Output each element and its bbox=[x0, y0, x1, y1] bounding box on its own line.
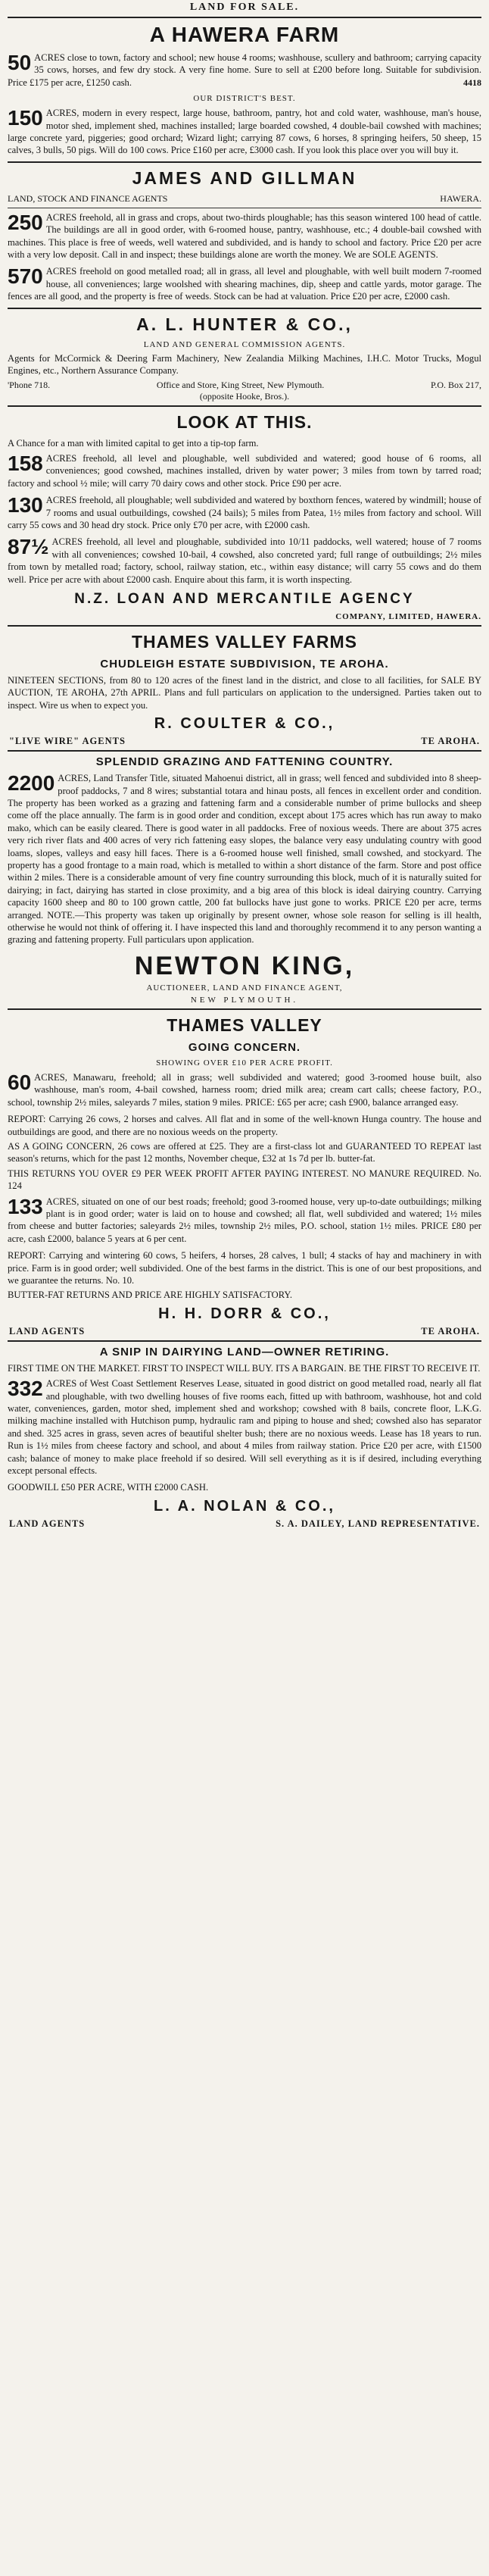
james-farm-250 bbox=[8, 211, 481, 261]
thames1-sub: CHUDLEIGH ESTATE SUBDIVISION, TE AROHA. bbox=[100, 657, 389, 671]
acres-number: 60 bbox=[8, 1070, 32, 1094]
divider bbox=[8, 1340, 481, 1342]
listing-ref: No. 124 bbox=[8, 1168, 481, 1192]
acres-number: 130 bbox=[8, 493, 43, 517]
snip-heading: A SNIP IN DAIRYING LAND—OWNER RETIRING. bbox=[99, 1345, 390, 1358]
snip-dairying-ad bbox=[8, 1345, 481, 1530]
listing-text: ACRES freehold, all level and ploughable, subdivided into 10/11 paddocks, well watered; house of 7 rooms with all conveniences; cowshed 10-bail, 4 cowshed, also concreted yard; full range of outbuildings; 2½ miles from town by metalled road; factory, school, railway station, etc., within easy distance; will carry 55 cows and do them well. Price per acre with about £2000 cash. Enquire about this farm, it is worth inspecting. bbox=[8, 536, 481, 585]
dorr-agents-row bbox=[9, 1326, 480, 1337]
hawera-farm-ad bbox=[8, 23, 481, 157]
thames-valley-going-concern-ad bbox=[8, 1014, 481, 1337]
newspaper-page bbox=[8, 0, 481, 1530]
coulter-agents: "LIVE WIRE" AGENTS bbox=[9, 736, 126, 747]
splendid-grazing-ad bbox=[8, 755, 481, 1005]
hunter-agents: Agents for McCormick & Deering Farm Machinery, New Zealandia Milking Machines, I.H.C. Motor Trucks, Mogul Engines, etc., Northern Assurance Company. bbox=[8, 352, 481, 377]
thames2-farm1-concern: AS A GOING CONCERN, 26 cows are offered at £25. They are a first-class lot and GUARANTEED TO REPEAT last season's returns, which for the past 12 months, November cheque, £32 at 1s 7d per lb. butter-fat. bbox=[8, 1140, 481, 1165]
coulter-agents-row bbox=[9, 736, 480, 747]
thames-valley-farms-ad bbox=[8, 631, 481, 747]
look-at-this-ad bbox=[8, 411, 481, 622]
lookat-intro: A Chance for a man with limited capital to get into a tip-top farm. bbox=[8, 437, 259, 449]
thames1-heading: THAMES VALLEY FARMS bbox=[132, 631, 357, 652]
listing-text: ACRES freehold, all level and ploughable, well subdivided and watered; good house of 6 rooms, all conveniences; good cowshed, machines installed, driven by water power; 3 miles from town by tarred road; factory and school ½ mile; will carry 70 dairy cows and other stock. Price £90 per acre. bbox=[8, 452, 481, 489]
divider bbox=[8, 625, 481, 627]
hawera-farm-150 bbox=[8, 107, 481, 157]
james-subline bbox=[8, 193, 481, 205]
divider bbox=[8, 1008, 481, 1010]
acres-number: 87½ bbox=[8, 535, 49, 559]
coulter-firm: R. COULTER & CO., bbox=[154, 715, 335, 733]
snip-goodwill: GOODWILL £50 PER ACRE, WITH £2000 CASH. bbox=[8, 1482, 209, 1493]
acres-number: 570 bbox=[8, 264, 43, 289]
listing-text: ACRES freehold, all in grass and crops, about two-thirds ploughable; has this season wintered 100 head of cattle. The buildings are all in good order, with 6-roomed house, pantry, washhouse, etc.; 4 double-bail cowshed with machines. This place is free of weeds, well watered and subdivided, and is handy to school and factory. Price £20 per acre with a very low deposit. Call in and inspect; these buildings alone are worth the money. We are SOLE AGENTS. bbox=[8, 211, 481, 261]
acres-number: 250 bbox=[8, 210, 43, 234]
hunter-box: P.O. Box 217, bbox=[430, 379, 481, 390]
thames1-text: NINETEEN SECTIONS, from 80 to 120 acres of the finest land in the district, and close to all facilities, for SALE BY AUCTION, TE AROHA, 27th APRIL. Plans and full particulars on application to the undersigned. Parties taken out to inspect. Wire us when to expect you. bbox=[8, 674, 481, 711]
lookat-heading: LOOK AT THIS. bbox=[176, 411, 313, 432]
hunter-opposite-row bbox=[8, 391, 481, 402]
section-title: LAND FOR SALE. bbox=[189, 2, 300, 13]
thames2-farm2-report bbox=[8, 1249, 481, 1286]
hunter-phone: 'Phone 718. bbox=[8, 379, 51, 390]
divider bbox=[8, 750, 481, 752]
thames2-farm-60 bbox=[8, 1071, 481, 1108]
acres-number: 332 bbox=[8, 1377, 43, 1401]
divider bbox=[8, 405, 481, 407]
hawera-farm-50 bbox=[8, 52, 481, 89]
snip-farm-332 bbox=[8, 1377, 481, 1477]
newton-desc: AUCTIONEER, LAND AND FINANCE AGENT, bbox=[146, 983, 343, 993]
thames2-farm1-returns bbox=[8, 1168, 481, 1193]
listing-text: ACRES close to town, factory and school; new house 4 rooms; washhouse, scullery and bathroom; carrying capacity 35 cows, horses, and few dry stock. A very fine home. Sure to sell at £200 before long. Suitable for subdivision. Price £175 per acre, £1250 cash. bbox=[8, 52, 481, 88]
district-best: OUR DISTRICT'S BEST. bbox=[193, 94, 296, 104]
james-farm-570 bbox=[8, 265, 481, 302]
listing-ref: No. 10. bbox=[105, 1274, 135, 1286]
dorr-firm: H. H. DORR & CO., bbox=[158, 1305, 331, 1322]
hunter-desc: LAND AND GENERAL COMMISSION AGENTS. bbox=[143, 339, 346, 349]
returns-text: THIS RETURNS YOU OVER £9 PER WEEK PROFIT AFTER PAYING INTEREST. NO MANURE REQUIRED. bbox=[8, 1168, 465, 1179]
listing-text: ACRES, Land Transfer Title, situated Mahoenui district, all in grass; well fenced and subdivided into 8 sheep-proof paddocks, 7 and 8 wires; substantial totara and hinau posts, all fences in excellent order and condition. The property has been worked as a grazing and fattening farm and a considerable number of prime bullocks and sheep come off the place annually. The farm is in good order and condition, except about 175 acres which has run away to mako mako, which can be easily cleared. There is good water in all paddocks. Free of noxious weeds. There are about 375 acres very rich river flats and 400 acres of very rich fattening easy slopes, the balance very easy undulating country with good loams, slopes, valleys and easy hill faces. There is a 6-roomed house well finished, small cowshed, and stockyard. The property has a good frontage to a main road, which is metalled to within a short distance of the farm. Store and post office within 2 miles. There is a considerable amount of very fine country surrounding this block, much of it is naturally suited for dairying; in fact, dairying has started in close proximity, and a big area of this block is ideal dairying country. Carrying capacity 1600 sheep and 80 to 100 grown cattle, 200 fat bullocks have just gone to works. PRICE £20 per acre, terms arranged. NOTE.—This property was taken up originally by present owner, whose sole reason for selling is ill health, otherwise he would not think of offering it. I have inspected this land and thoroughly recommend it to any person wanting a grazing and fattening property. Full particulars upon application. bbox=[8, 773, 481, 946]
nzloan-firm: N.Z. LOAN AND MERCANTILE AGENCY bbox=[74, 590, 415, 607]
thames2-profit: SHOWING OVER £10 PER ACRE PROFIT. bbox=[156, 1058, 333, 1068]
acres-number: 158 bbox=[8, 451, 43, 475]
listing-text: ACRES, Manawaru, freehold; all in grass; well subdivided and watered; good 3-roomed house built, also washhouse, man's room, 4-bail cowshed, harness room; dried milk area; cream cart calls; cheese factory, P.O., school, township 2½ miles, saleyards 7 miles, station 9 miles. PRICE: £65 per acre; cash £900, balance arranged easy. bbox=[8, 1071, 481, 1108]
hunter-firm: A. L. HUNTER & CO., bbox=[136, 314, 353, 334]
nzloan-desc: COMPANY, LIMITED, HAWERA. bbox=[335, 611, 481, 621]
splendid-farm-2200 bbox=[8, 772, 481, 946]
james-desc: LAND, STOCK AND FINANCE AGENTS bbox=[8, 192, 168, 204]
dorr-agents: LAND AGENTS bbox=[9, 1325, 86, 1336]
acres-number: 133 bbox=[8, 1194, 43, 1218]
acres-number: 150 bbox=[8, 106, 43, 130]
james-place: HAWERA. bbox=[440, 192, 481, 204]
lookat-farm-158 bbox=[8, 452, 481, 489]
splendid-heading: SPLENDID GRAZING AND FATTENING COUNTRY. bbox=[95, 755, 394, 769]
thames2-heading: THAMES VALLEY bbox=[167, 1014, 322, 1035]
acres-number: 2200 bbox=[8, 771, 55, 796]
listing-text: ACRES freehold on good metalled road; all in grass, all level and ploughable, with well built modern 7-roomed house, all conveniences; large woolshed with shearing machines, dip, sheep and cattle yards, motor garage. The fences are all good, and the property is free of weeds. Stock can be had at valuation. Price £20 per acre, £2000 cash. bbox=[8, 266, 481, 302]
james-firm: JAMES AND GILLMAN bbox=[132, 167, 357, 188]
dorr-town: TE AROHA. bbox=[421, 1325, 480, 1336]
newton-firm: NEWTON KING, bbox=[134, 951, 355, 980]
nolan-rep: S. A. DAILEY, LAND REPRESENTATIVE. bbox=[276, 1518, 480, 1529]
hunter-ad bbox=[8, 314, 481, 402]
acres-number: 50 bbox=[8, 51, 32, 74]
listing-text: ACRES, situated on one of our best roads; freehold; good 3-roomed house, very up-to-date outbuildings; milking plant is in good order; water is laid on to house and cowshed; all flat, well subdivided and watered; 1½ miles from cheese and butter factories; saleyards 2½ miles, township 2½ miles, P.O. school, station 1½ miles. PRICE £80 per acre, cash £2000, balance 5 years at 6 per cent. bbox=[8, 1196, 481, 1244]
divider bbox=[8, 308, 481, 309]
thames2-farm-133 bbox=[8, 1196, 481, 1246]
divider bbox=[8, 161, 481, 163]
hunter-opposite: (opposite Hooke, Bros.). bbox=[199, 390, 290, 402]
hawera-heading: A HAWERA FARM bbox=[149, 23, 340, 46]
lookat-farm-130 bbox=[8, 494, 481, 531]
report-text: REPORT: Carrying and wintering 60 cows, 5 heifers, 4 horses, 28 calves, 1 bull; 4 stacks of hay and machinery in with price. Farm is in good order; well subdivided. One of the best farms in the district. This is one of our best propositions, and we guarantee the returns. bbox=[8, 1250, 481, 1286]
nolan-agents-row bbox=[9, 1518, 480, 1530]
hunter-office: Office and Store, King Street, New Plymouth. bbox=[156, 379, 325, 390]
listing-text: ACRES freehold, all ploughable; well subdivided and watered by boxthorn fences, watered by windmill; house of 7 rooms and usual outbuildings, cowshed (24 bails); 5 miles from Patea, 1½ miles from factory and school. Will carry 55 cows and 30 head dry stock. Price only £70 per acre, with £2000 cash. bbox=[8, 495, 481, 530]
thames2-butterfat: BUTTER-FAT RETURNS AND PRICE ARE HIGHLY SATISFACTORY. bbox=[8, 1290, 293, 1301]
nolan-firm: L. A. NOLAN & CO., bbox=[154, 1497, 335, 1515]
lookat-farm-87 bbox=[8, 536, 481, 586]
thames2-sub: GOING CONCERN. bbox=[188, 1040, 301, 1054]
coulter-town: TE AROHA. bbox=[421, 736, 480, 747]
listing-ref: 4418 bbox=[463, 77, 481, 88]
thames2-farm1-report: REPORT: Carrying 26 cows, 2 horses and calves. All flat and in some of the well-known Hunga country. The house and outbuildings are good, and there are no noxious weeds on the property. bbox=[8, 1114, 481, 1137]
listing-text: ACRES of West Coast Settlement Reserves Lease, situated in good district on good metalled road, nearly all flat and ploughable, with two dwelling houses of five rooms each, fitted up with bathroom, washhouse, hot and cold water, conveniences, garden, motor shed, implement shed and workshop; cowshed with 8 bails, concrete floor, L.K.G. milking machine installed with Hutchison pump, hydraulic ram and piping to house and shed; cowshed also has separator and shed. 325 acres in grass, seven acres of beautiful shelter bush; there are no noxious weeds. Lease has 18 years to run. Run is 1½ miles from cheese factory and school, and about 4 miles from railway station. Price £20 per acre, with £1500 cash; balance of money to make place freehold if so desired. Will sell everything as it is if desired, including everything except personal effects. bbox=[8, 1378, 481, 1477]
divider bbox=[8, 17, 481, 18]
newton-place: NEW PLYMOUTH. bbox=[190, 995, 299, 1005]
hunter-contact bbox=[8, 380, 481, 391]
snip-first: FIRST TIME ON THE MARKET. FIRST TO INSPECT WILL BUY. ITS A BARGAIN. BE THE FIRST TO RECEIVE IT. bbox=[8, 1362, 481, 1374]
james-gillman-ad bbox=[8, 167, 481, 303]
nolan-agents: LAND AGENTS bbox=[9, 1518, 86, 1529]
listing-text: ACRES, modern in every respect, large house, bathroom, pantry, hot and cold water, washhouse, man's house, motor shed, implement shed, machines installed; large boarded cowshed, 4 double-bail cowshed with machines; large concrete yard, piggeries; good orchard; Wizard light; carrying 87 cows, 6 horses, 8 springing heifers, 50 sheep, 15 calves, 3 bulls, 50 pigs. Will do 100 cows. Price £160 per acre, £3000 cash. If you look this place over you will buy it. bbox=[8, 108, 481, 156]
